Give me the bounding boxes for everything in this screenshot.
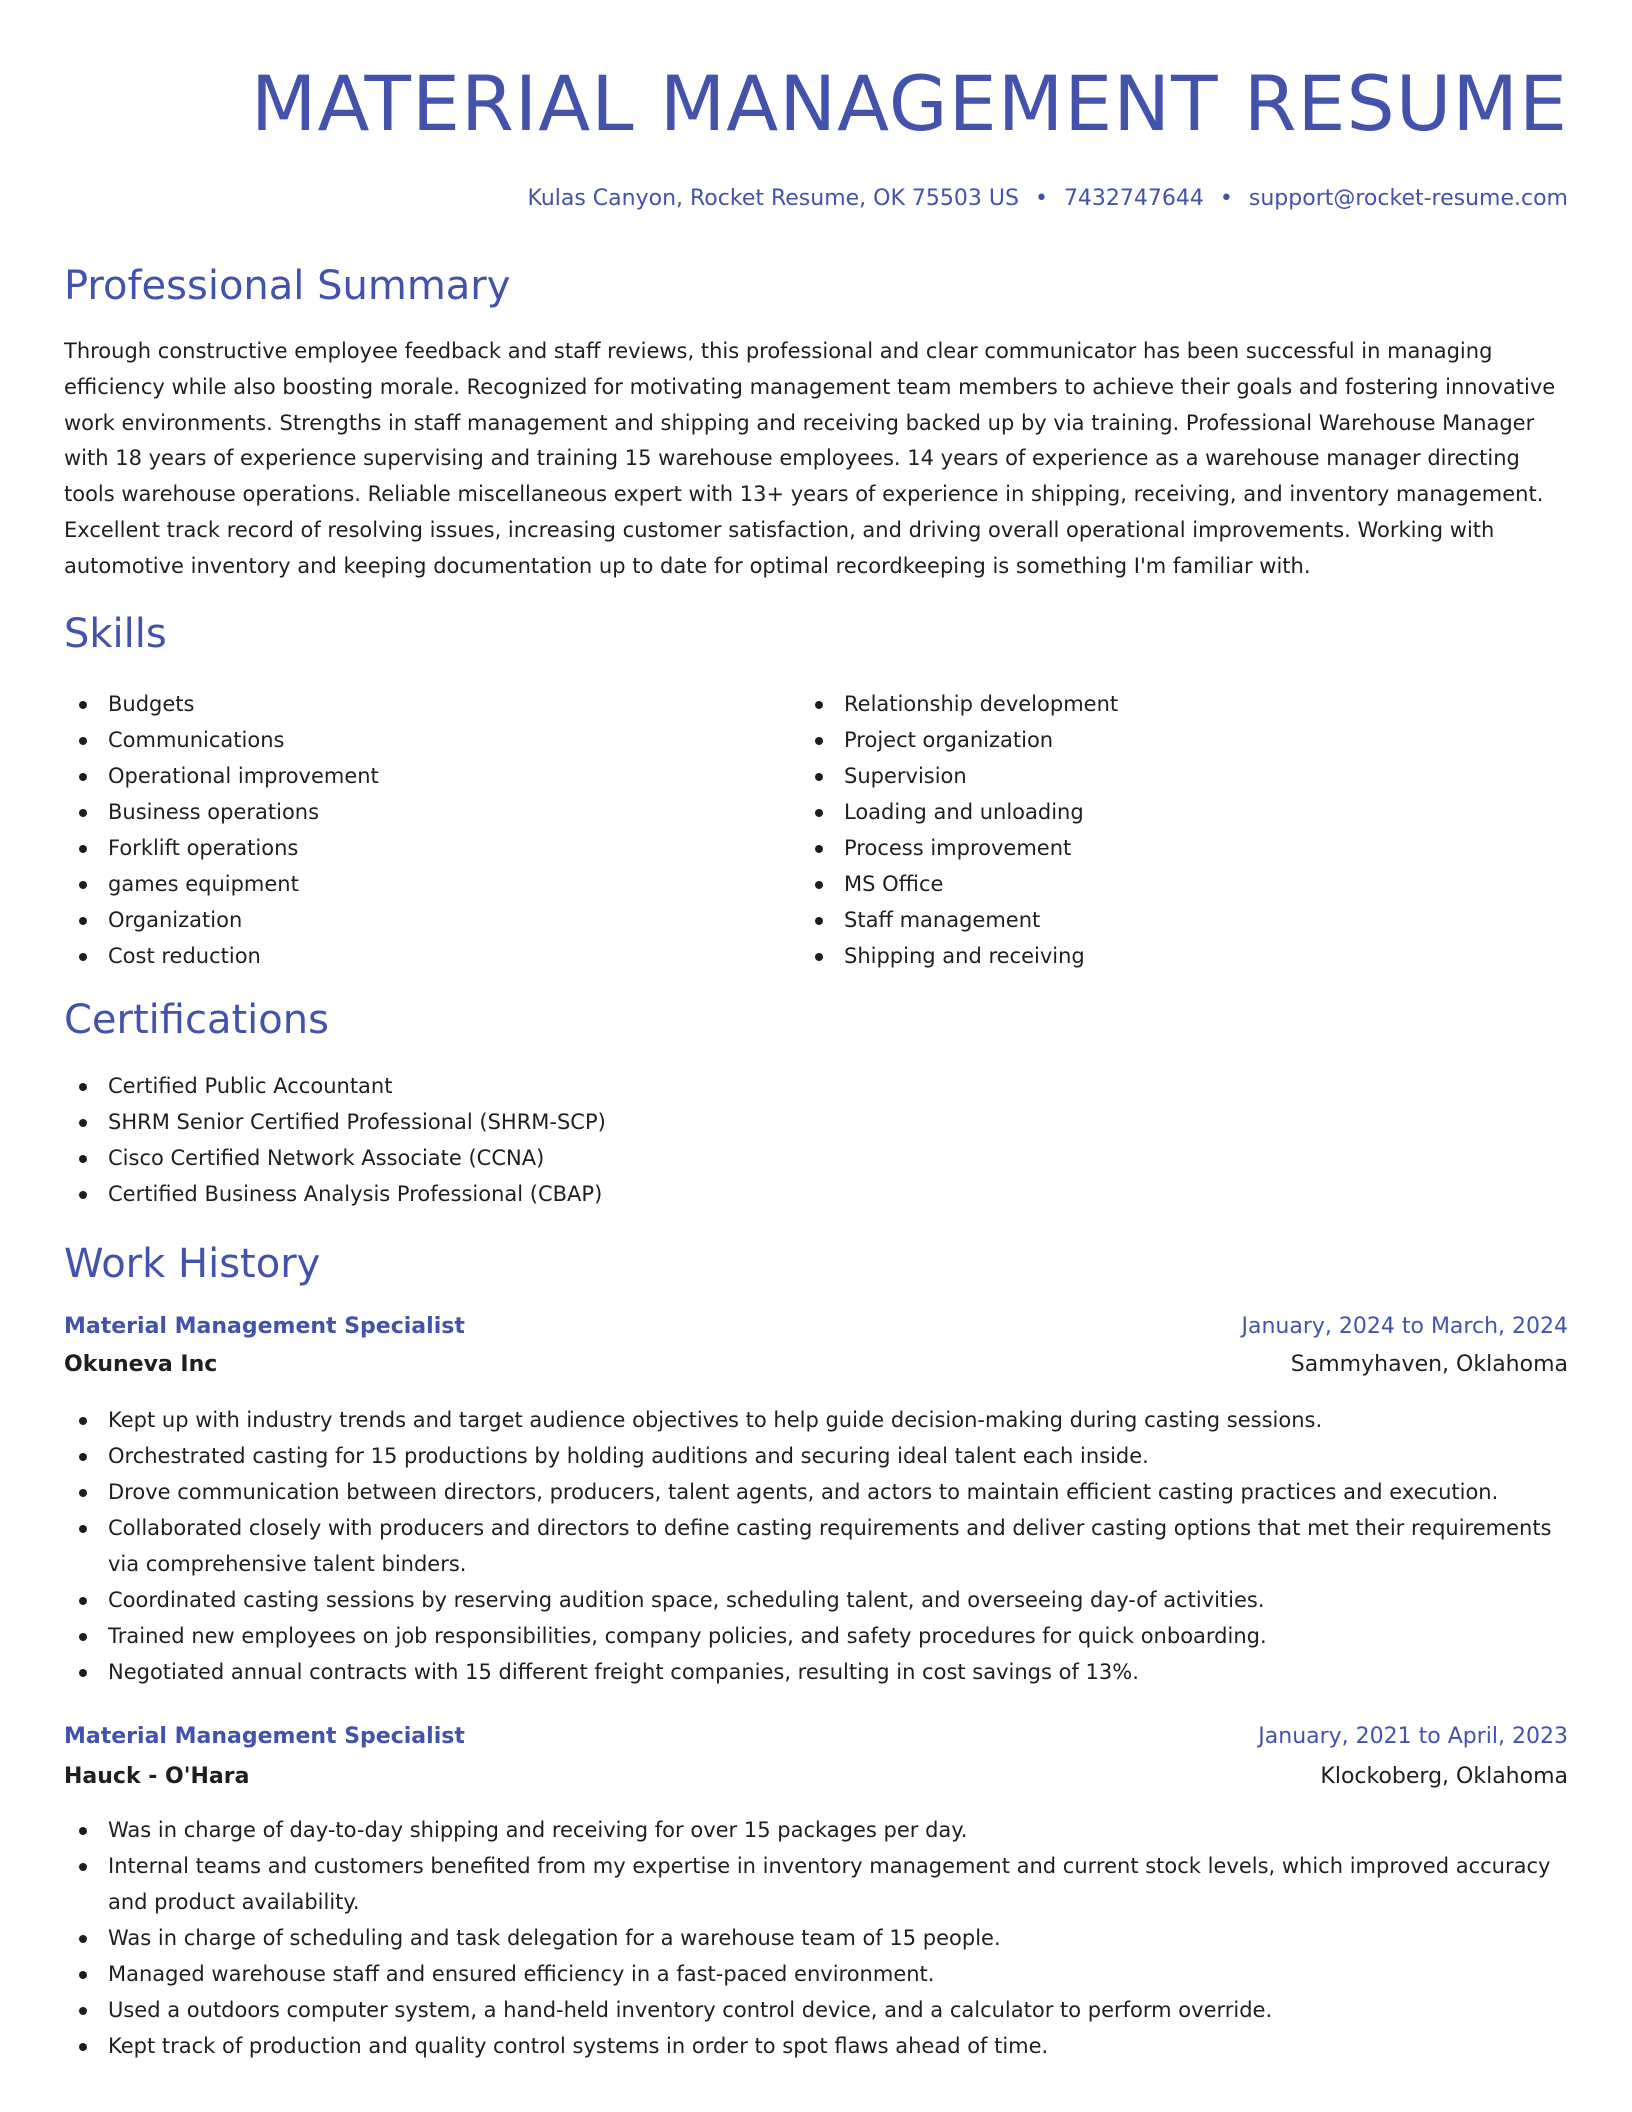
contact-email: support@rocket-resume.com: [1248, 186, 1568, 211]
job-bullets: [64, 1402, 1568, 1690]
skill-item: Business operations: [64, 794, 764, 830]
job-dates: January, 2021 to April, 2023: [1258, 1724, 1568, 1749]
skill-item: Loading and unloading: [800, 794, 1560, 830]
job-bullet: Was in charge of day-to-day shipping and receiving for over 15 packages per day.: [64, 1812, 1568, 1848]
skill-item: games equipment: [64, 866, 764, 902]
skill-item: Shipping and receiving: [800, 938, 1560, 974]
skills-list-right: [800, 686, 1560, 974]
contact-separator: •: [1034, 186, 1048, 211]
job-bullets: [64, 1812, 1568, 2064]
skill-item: MS Office: [800, 866, 1560, 902]
certifications-heading: Certifications: [64, 997, 329, 1043]
skill-item: Supervision: [800, 758, 1560, 794]
job-title: Material Management Specialist: [64, 1314, 465, 1339]
certification-item: Certified Business Analysis Professional (CBAP): [64, 1176, 1264, 1212]
summary-text: Through constructive employee feedback and staff reviews, this professional and clear communicator has been successful in managing efficiency while also boosting morale. Recognized for motivating management team members to achieve their goals and fostering innovative work environments. Strengths in staff management and shipping and receiving backed up by via training. Professional Warehouse Manager with 18 years of experience supervising and training 15 warehouse employees. 14 years of experience as a warehouse manager directing tools warehouse operations. Reliable miscellaneous expert with 13+ years of experience in shipping, receiving, and inventory management. Excellent track record of resolving issues, increasing customer satisfaction, and driving overall operational improvements. Working with automotive inventory and keeping documentation up to date for optimal recordkeeping is something I'm familiar with.: [64, 339, 1556, 578]
skill-item: Process improvement: [800, 830, 1560, 866]
job-company: Hauck - O'Hara: [64, 1764, 250, 1789]
work-history-heading: Work History: [64, 1241, 321, 1287]
skills-heading: Skills: [64, 611, 167, 657]
job-location: Klockoberg, Oklahoma: [1320, 1764, 1568, 1789]
job-company: Okuneva Inc: [64, 1352, 218, 1377]
certifications-list: [64, 1068, 1264, 1212]
job-location: Sammyhaven, Oklahoma: [1290, 1352, 1568, 1377]
skill-item: Communications: [64, 722, 764, 758]
job-bullet: Drove communication between directors, producers, talent agents, and actors to maintain efficient casting practices and execution.: [64, 1474, 1568, 1510]
skill-item: Operational improvement: [64, 758, 764, 794]
skill-item: Project organization: [800, 722, 1560, 758]
job-bullet: Internal teams and customers benefited from my expertise in inventory management and current stock levels, which improved accuracy and product availability.: [64, 1848, 1568, 1920]
job-dates: January, 2024 to March, 2024: [1241, 1314, 1568, 1339]
job-bullet: Negotiated annual contracts with 15 different freight companies, resulting in cost savings of 13%.: [64, 1654, 1568, 1690]
job-bullet: Kept up with industry trends and target audience objectives to help guide decision-making during casting sessions.: [64, 1402, 1568, 1438]
certification-item: Certified Public Accountant: [64, 1068, 1264, 1104]
job-title: Material Management Specialist: [64, 1724, 465, 1749]
job-bullet: Orchestrated casting for 15 productions by holding auditions and securing ideal talent each inside.: [64, 1438, 1568, 1474]
job-bullet: Kept track of production and quality control systems in order to spot flaws ahead of time.: [64, 2028, 1568, 2064]
certification-item: SHRM Senior Certified Professional (SHRM-SCP): [64, 1104, 1264, 1140]
job-bullet: Trained new employees on job responsibilities, company policies, and safety procedures for quick onboarding.: [64, 1618, 1568, 1654]
contact-phone: 7432747644: [1063, 186, 1204, 211]
skill-item: Staff management: [800, 902, 1560, 938]
skill-item: Cost reduction: [64, 938, 764, 974]
contact-separator: •: [1219, 186, 1233, 211]
job-bullet: Managed warehouse staff and ensured efficiency in a fast-paced environment.: [64, 1956, 1568, 1992]
summary-heading: Professional Summary: [64, 263, 511, 309]
certification-item: Cisco Certified Network Associate (CCNA): [64, 1140, 1264, 1176]
contact-line: [527, 182, 1568, 216]
job-bullet: Coordinated casting sessions by reserving audition space, scheduling talent, and overseeing day-of activities.: [64, 1582, 1568, 1618]
job-bullet: Was in charge of scheduling and task delegation for a warehouse team of 15 people.: [64, 1920, 1568, 1956]
resume-title: MATERIAL MANAGEMENT RESUME: [250, 59, 1568, 148]
job-bullet: Collaborated closely with producers and directors to define casting requirements and deliver casting options that met their requirements via comprehensive talent binders.: [64, 1510, 1568, 1582]
skill-item: Budgets: [64, 686, 764, 722]
skill-item: Forklift operations: [64, 830, 764, 866]
job-bullet: Used a outdoors computer system, a hand-held inventory control device, and a calculator to perform override.: [64, 1992, 1568, 2028]
skills-list-left: [64, 686, 764, 974]
contact-address: Kulas Canyon, Rocket Resume, OK 75503 US: [527, 186, 1019, 211]
skill-item: Relationship development: [800, 686, 1560, 722]
skill-item: Organization: [64, 902, 764, 938]
